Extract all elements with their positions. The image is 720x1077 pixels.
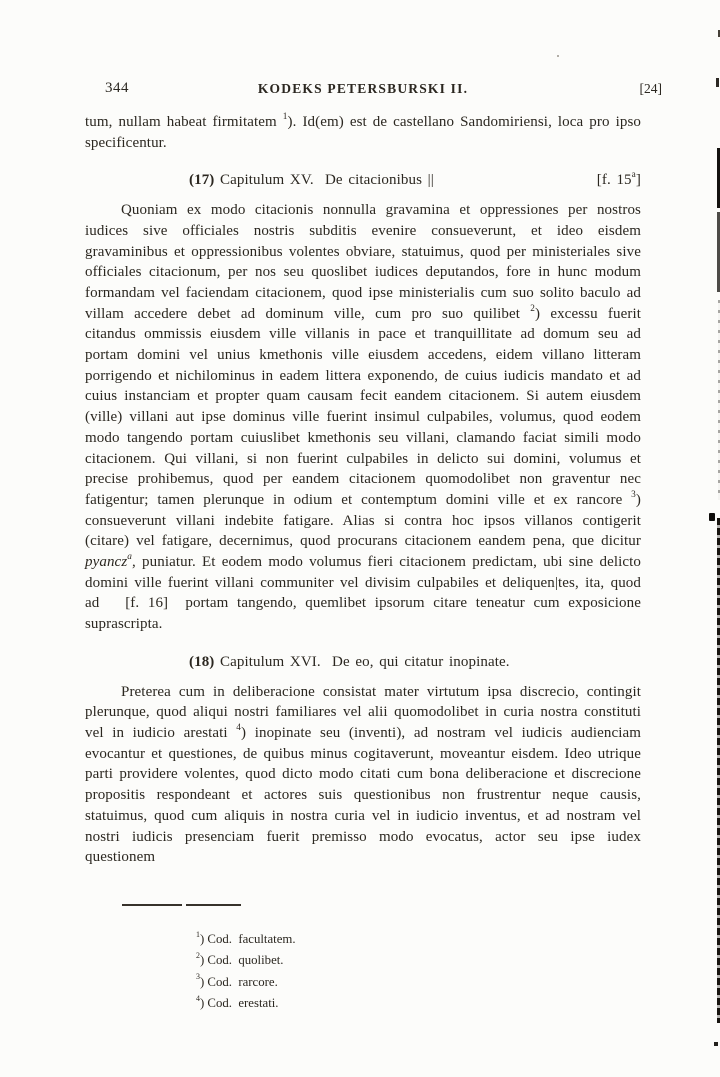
- text-run: ) Cod. quolibet.: [199, 953, 284, 968]
- text-run: (18): [189, 653, 215, 670]
- text-run: Capitulum XVI. De eo, qui citatur inopinate.: [214, 653, 510, 670]
- footnote-item: [196, 950, 296, 971]
- footnote-reference: 1: [196, 929, 200, 939]
- footnote-reference: 2: [196, 951, 200, 961]
- scan-speck-artifact: [714, 1042, 718, 1046]
- body-paragraph: [85, 112, 641, 153]
- text-run: ) Cod. rarcore.: [199, 974, 278, 989]
- footnote-reference: 3: [631, 489, 636, 500]
- running-title: KODEKS PETERSBURSKI II.: [257, 81, 469, 96]
- page-number: 344: [105, 80, 129, 96]
- chapter-heading: [85, 170, 641, 191]
- text-run: ) excessu fuerit citandus ommissis eiusdem ville villanis in pace et tranquillitate ad domum seu ad portam domini vel unius kmethonis ville eiusdem accedens, eidem villano litteram porrigendo et nichilominus in eadem littera exponendo, de cuius iudicis mandato et ad cuius instanciam et propter quam causam fecit eandem citacionem. Si autem eiusdem (ville) villani aut ipse dominus ville fuerint insimul culpabiles, volumus, quod eodem modo tangendo portam cuiuslibet kmethonis seu villani, clamando faciat simili modo citacionem. Qui villani, si non fuerint culpabiles in delicto sui domini, volumus et precise prohibemus, quod per eandem citacionem quomodolibet non graventur nec fatigentur; tamen plerunque in odium et contemptum domini ville et ex rancore: [85, 305, 641, 508]
- separator-dash: [122, 904, 182, 906]
- running-head: [85, 80, 662, 98]
- text-run: [f. 15: [596, 172, 632, 189]
- footnote-reference: a: [127, 551, 133, 562]
- scan-blob-artifact: [709, 513, 715, 521]
- chapter-heading-text: [85, 652, 510, 673]
- footnote-item: [196, 993, 296, 1014]
- text-run: Capitulum XV. De citacionibus ||: [214, 172, 434, 189]
- text-run: ). Id(em) est de castellano Sandomiriensi, loca pro ipso specificentur.: [85, 114, 641, 151]
- text-run: (17): [189, 172, 215, 189]
- chapter-heading-text: [85, 170, 434, 191]
- text-run: Preterea cum in deliberacione consistat mater virtutum ipsa discrecio, contingit plerunque, quod aliqui nostri familiares vel alii quomodolibet in curia nostra constituti vel in iudicio arestati: [85, 683, 641, 741]
- footnote-reference: 4: [236, 722, 242, 733]
- footnote-item: [196, 929, 296, 950]
- footnote-reference: 4: [196, 993, 200, 1003]
- folio-margin-note: [597, 170, 641, 191]
- text-run: pyancz: [85, 554, 128, 571]
- scan-speck-artifact: [716, 78, 719, 87]
- issue-mark: [24]: [639, 81, 662, 96]
- footnote-item: [196, 972, 296, 993]
- footnote-reference: 3: [196, 972, 200, 982]
- text-run: tum, nullam habeat firmitatem: [85, 114, 283, 130]
- scan-speck-artifact: [557, 55, 559, 57]
- footnote-reference: a: [631, 170, 636, 181]
- body-paragraph: [85, 682, 641, 868]
- footnote-separator: [122, 904, 241, 906]
- text-run: ]: [635, 172, 641, 189]
- footnote-reference: 2: [530, 303, 535, 314]
- text-run: ) Cod. facultatem.: [199, 932, 296, 946]
- body-paragraph: [85, 200, 641, 635]
- chapter-heading: [85, 652, 641, 673]
- text-run: , puniatur. Et eodem modo volumus fieri citacionem predictam, ubi sine delicto domini ville fuerint villani communiter vel divisim culpabiles et deliquen|tes, ita, quod ad [f. 16] portam tangendo, quemlibet ipsorum citare teneatur cum exposicione suprascripta.: [85, 554, 641, 633]
- footnote-reference: 1: [282, 111, 288, 122]
- separator-dash: [186, 904, 241, 906]
- text-run: ) consueverunt villani indebite fatigare. Alias si contra hoc ipsos villanos contigerit (citare) vel fatigare, decernimus, quod procurans citacionem eandem pena, que dicitur: [85, 491, 641, 550]
- text-run: Quoniam ex modo citacionis nonnulla gravamina et oppressiones per nostros iudices sive officiales nostris subditis evenire consueverunt, et ideo eisdem gravaminibus et oppressionibus volentes obviare, statuimus, quod per ministeriales sive officiales citacionum, per nos seu quoslibet iudices deputandos, fore in hunc modum formandam vel faciendam citacionem, quod ipse ministerialis cum suo solito baculo ad villam accedere debet ad dominum ville, cum pro suo quilibet: [85, 202, 641, 322]
- footnotes-block: [196, 929, 296, 1014]
- text-run: ) inopinate seu (inventi), ad nostram vel iudicis audienciam evocantur et questiones, de quibus minus cogitaverunt, moveantur eisdem. Ideo utrique parti providere volentes, quod dicto modo citati cum bona deliberacione et discrecione propositis respondeant et actores suis questionibus non frustrentur neque causis, statuimus, quod cum aliquis in nostra curia vel in iudicio inventus, et ad nostram vel nostri iudicis presenciam fuerit premisso modo evocatus, actor seu ipse iudex questionem: [85, 724, 642, 866]
- text-run: ) Cod. erestati.: [199, 995, 279, 1010]
- main-text-block: [85, 112, 641, 868]
